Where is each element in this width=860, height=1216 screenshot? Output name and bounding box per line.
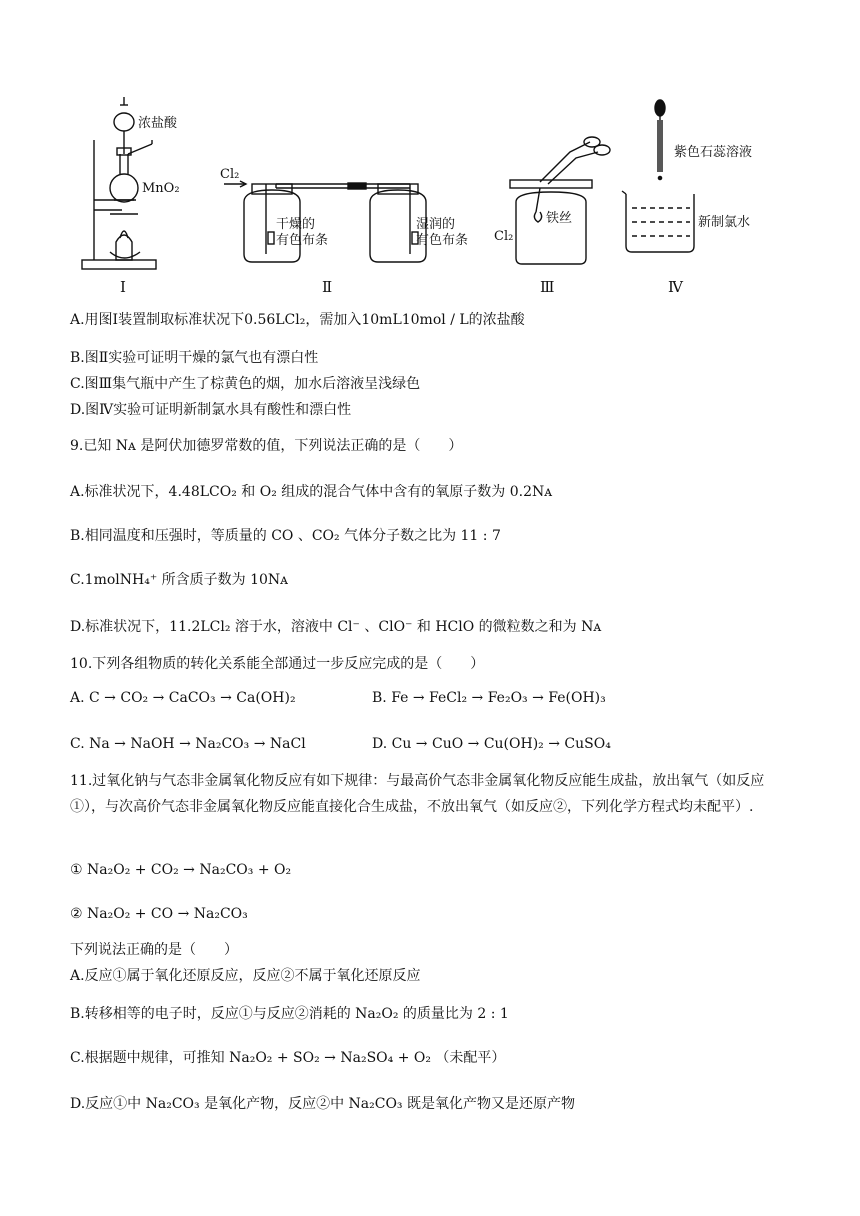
q9-option-b: B.相同温度和压强时，等质量的 CO 、CO₂ 气体分子数之比为 11 : 7 [70, 528, 501, 544]
figure-3-apparatus [510, 137, 610, 264]
fig3-roman: Ⅲ [540, 280, 555, 296]
fig2-roman: Ⅱ [322, 280, 333, 296]
q11-stem: 11.过氧化钠与气态非金属氧化物反应有如下规律：与最高价气态非金属氧化物反应能生成盐，放出氧气（如反应①），与次高价气态非金属氧化物反应能直接化合生成盐，不放出氧气（如反应②，下列化学方程式均未配平）. [70, 773, 765, 815]
fig1-roman: Ⅰ [120, 280, 126, 296]
q9-stem: 9.已知 Nᴀ 是阿伏加德罗常数的值，下列说法正确的是（ ） [70, 438, 463, 454]
q11-reaction-2: ② Na₂O₂ + CO → Na₂CO₃ [70, 906, 248, 922]
q11-reaction-1: ① Na₂O₂ + CO₂ → Na₂CO₃ + O₂ [70, 862, 292, 878]
fig2-label-dry-2: 有色布条 [276, 233, 329, 248]
q9-option-c: C.1molNH₄⁺ 所含质子数为 10Nᴀ [70, 572, 289, 588]
apparatus-figures [70, 92, 800, 302]
q9-option-d: D.标准状况下，11.2LCl₂ 溶于水，溶液中 Cl⁻ 、ClO⁻ 和 HClO 的微粒数之和为 Nᴀ [70, 619, 602, 635]
fig2-label-cl2: Cl₂ [220, 167, 240, 182]
q11-option-d: D.反应①中 Na₂CO₃ 是氧化产物，反应②中 Na₂CO₃ 既是氧化产物又是还原产物 [70, 1096, 575, 1112]
q8-option-b: B.图Ⅱ实验可证明干燥的氯气也有漂白性 [70, 350, 319, 366]
fig2-label-wet-2: 有色布条 [416, 233, 469, 248]
fig2-label-wet-1: 湿润的 [416, 217, 456, 232]
figure-2-apparatus [224, 181, 426, 262]
fig3-label-wire: 铁丝 [546, 211, 573, 226]
q11-option-c: C.根据题中规律，可推知 Na₂O₂ + SO₂ → Na₂SO₄ + O₂ （未配平） [70, 1050, 506, 1066]
figure-4-apparatus [622, 100, 694, 252]
q10-option-b: B. Fe → FeCl₂ → Fe₂O₃ → Fe(OH)₃ [372, 690, 606, 706]
q8-option-d: D.图Ⅳ实验可证明新制氯水具有酸性和漂白性 [70, 402, 352, 418]
q11-option-a: A.反应①属于氧化还原反应，反应②不属于氧化还原反应 [70, 968, 421, 984]
q10-option-c: C. Na → NaOH → Na₂CO₃ → NaCl [70, 736, 306, 752]
fig1-label-acid: 浓盐酸 [138, 116, 178, 131]
q11-option-b: B.转移相等的电子时，反应①与反应②消耗的 Na₂O₂ 的质量比为 2 : 1 [70, 1006, 509, 1022]
q10-option-d: D. Cu → CuO → Cu(OH)₂ → CuSO₄ [372, 736, 611, 752]
fig2-label-dry-1: 干燥的 [276, 217, 316, 232]
q9-option-a: A.标准状况下，4.48LCO₂ 和 O₂ 组成的混合气体中含有的氧原子数为 0.2Nᴀ [70, 484, 553, 500]
q10-option-a: A. C → CO₂ → CaCO₃ → Ca(OH)₂ [70, 690, 296, 706]
q11-prompt: 下列说法正确的是（ ） [70, 942, 238, 958]
q10-stem: 10.下列各组物质的转化关系能全部通过一步反应完成的是（ ） [70, 656, 485, 672]
fig4-roman: Ⅳ [668, 280, 683, 296]
fig4-label-water: 新制氯水 [698, 215, 751, 230]
q8-option-a: A.用图Ⅰ装置制取标准状况下0.56LCl₂，需加入10mL10mol / L的浓盐酸 [70, 312, 525, 328]
fig4-label-litmus: 紫色石蕊溶液 [674, 145, 753, 160]
q8-option-c: C.图Ⅲ集气瓶中产生了棕黄色的烟，加水后溶液呈浅绿色 [70, 376, 421, 392]
fig3-label-cl2: Cl₂ [494, 229, 514, 244]
fig1-label-mno2: MnO₂ [142, 181, 180, 196]
